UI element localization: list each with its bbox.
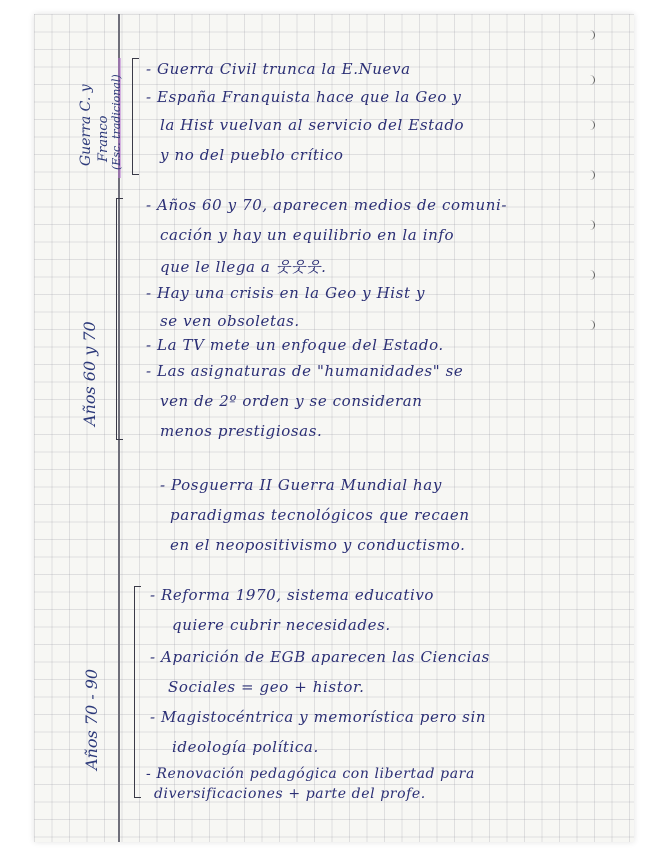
note-line: se ven obsoletas. <box>160 312 300 330</box>
note-line: paradigmas tecnológicos que recaen <box>170 506 470 524</box>
note-line: menos prestigiosas. <box>160 422 323 440</box>
note-line: - Las asignaturas de "humanidades" se <box>146 362 464 380</box>
section-label-1-line-2: Franco <box>96 115 111 162</box>
spiral-binding <box>586 20 606 840</box>
section-label-2: Años 60 y 70 <box>80 321 99 426</box>
note-line: - Hay una crisis en la Geo y Hist y <box>146 284 426 302</box>
note-line: Sociales = geo + histor. <box>168 678 365 696</box>
note-line: - Guerra Civil trunca la E.Nueva <box>146 60 411 78</box>
note-line: - Posguerra II Guerra Mundial hay <box>160 476 442 494</box>
section-label-1-line-1: Guerra C. y <box>78 84 94 166</box>
note-line: diversificaciones + parte del profe. <box>154 786 426 802</box>
note-line: ideología política. <box>172 738 319 756</box>
binding-ring <box>586 120 595 130</box>
binding-ring <box>586 220 595 230</box>
note-line: - Magistocéntrica y memorística pero sin <box>150 708 487 726</box>
note-line: cación y hay un equilibrio en la info <box>160 226 455 244</box>
note-line: que le llega a 웃웃웃. <box>160 258 327 276</box>
section-bracket-2 <box>116 198 123 440</box>
binding-ring <box>586 30 595 40</box>
note-line: - La TV mete un enfoque del Estado. <box>146 336 444 354</box>
note-line: en el neopositivismo y conductismo. <box>170 536 466 554</box>
note-line: - Años 60 y 70, aparecen medios de comuni- <box>146 196 508 214</box>
binding-ring <box>586 170 595 180</box>
section-bracket-1 <box>132 58 139 175</box>
note-line: quiere cubrir necesidades. <box>172 616 391 634</box>
binding-ring <box>586 320 595 330</box>
note-line: - Reforma 1970, sistema educativo <box>150 586 435 604</box>
note-line: - España Franquista hace que la Geo y <box>146 88 462 106</box>
note-line: - Aparición de EGB aparecen las Ciencias <box>150 648 490 666</box>
note-line: ven de 2º orden y se consideran <box>160 392 423 410</box>
section-bracket-3 <box>134 586 141 798</box>
binding-ring <box>586 270 595 280</box>
note-line: - Renovación pedagógica con libertad para <box>146 766 475 782</box>
note-line: y no del pueblo crítico <box>160 146 344 164</box>
section-label-3: Años 70 - 90 <box>82 668 101 770</box>
section-label-1-line-3: (Esc. tradicional) <box>110 74 123 170</box>
binding-ring <box>586 75 595 85</box>
note-line: la Hist vuelvan al servicio del Estado <box>160 116 465 134</box>
